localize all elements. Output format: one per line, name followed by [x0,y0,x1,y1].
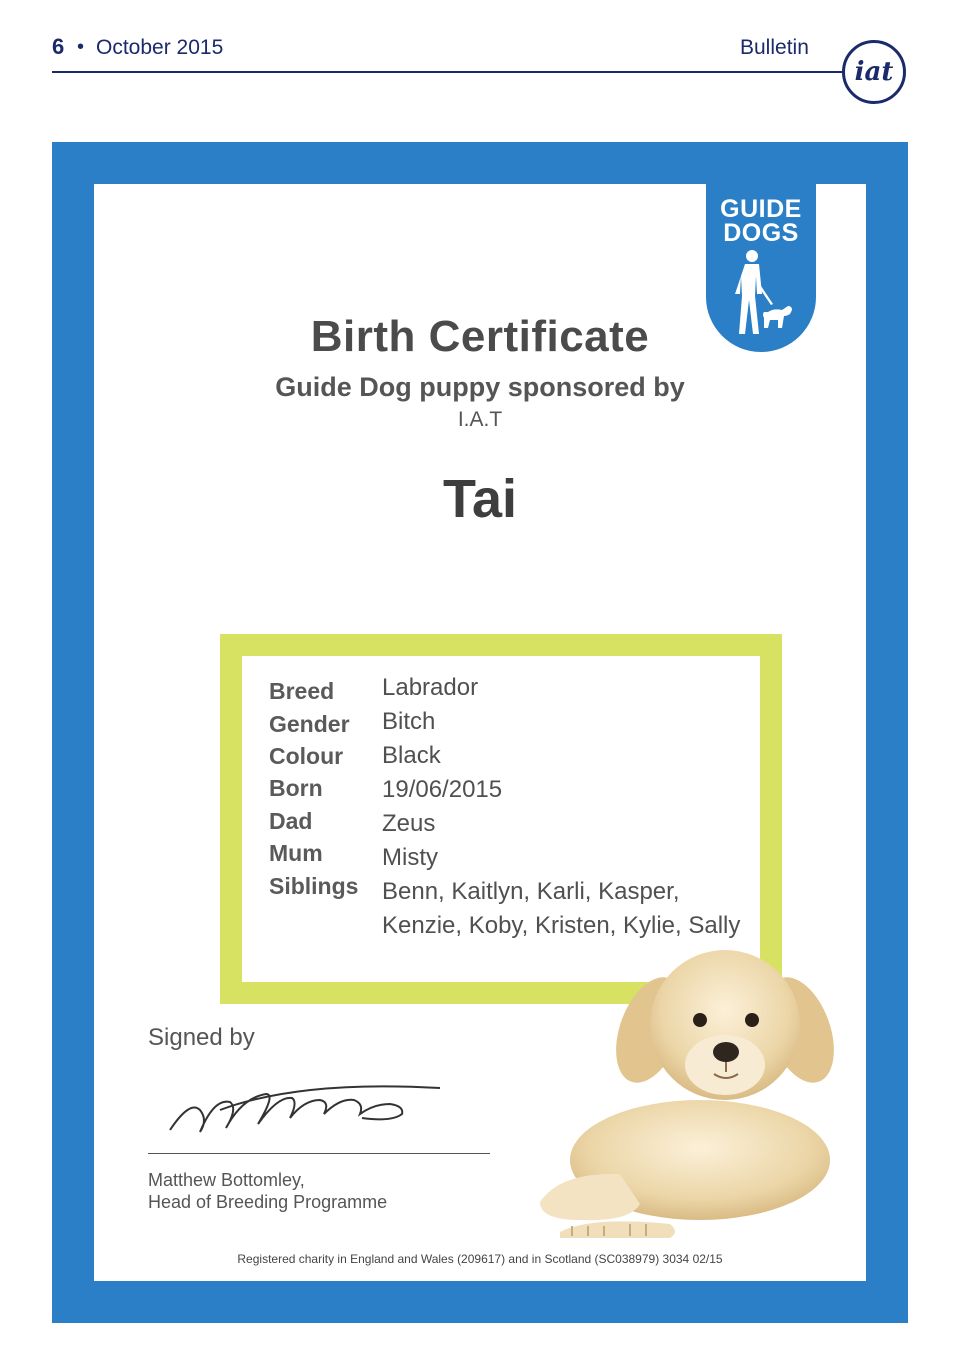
iat-logo-text: iat [854,57,894,87]
iat-logo [842,40,906,104]
siblings-continued: Kenzie, Koby, Kristen, Kylie, Sally [382,912,741,939]
puppy-name: Tai [442,469,517,529]
header-rule [52,71,842,73]
detail-label: Mum [269,840,323,866]
detail-label: Gender [269,711,350,737]
header-bullet: • [77,36,85,58]
page-number: 6 [52,34,65,59]
detail-label: Born [269,775,323,801]
signer-role: Head of Breeding Programme [148,1192,388,1212]
detail-value: Black [382,742,441,769]
certificate-title: Birth Certificate [310,312,650,361]
detail-value: Benn, Kaitlyn, Karli, Kasper, [382,878,680,905]
detail-label: Breed [269,678,335,704]
signature-line [148,1153,490,1154]
detail-label: Siblings [269,873,359,899]
issue-date: October 2015 [96,36,224,59]
certificate-subtitle: Guide Dog puppy sponsored by [275,372,685,402]
detail-value: Bitch [382,708,436,735]
signed-by-label: Signed by [148,1024,255,1051]
signer-name: Matthew Bottomley, [148,1170,305,1190]
sponsor-name: I.A.T [457,408,503,431]
detail-value: Misty [382,844,438,871]
detail-label: Dad [269,808,313,834]
labrador-puppy-illustration [500,940,840,1240]
guide-dogs-logo-line2: DOGS [723,219,799,247]
detail-value: Zeus [382,810,436,837]
publication-title: Bulletin [740,36,809,59]
detail-value: Labrador [382,674,479,701]
charity-registration-note: Registered charity in England and Wales (209617) and in Scotland (SC038979) 3034 02/15 [237,1252,723,1266]
detail-label: Colour [269,743,344,769]
handwritten-signature [160,1080,480,1140]
detail-value: 19/06/2015 [382,776,503,803]
guide-dogs-logo-line1: GUIDE [720,195,802,223]
